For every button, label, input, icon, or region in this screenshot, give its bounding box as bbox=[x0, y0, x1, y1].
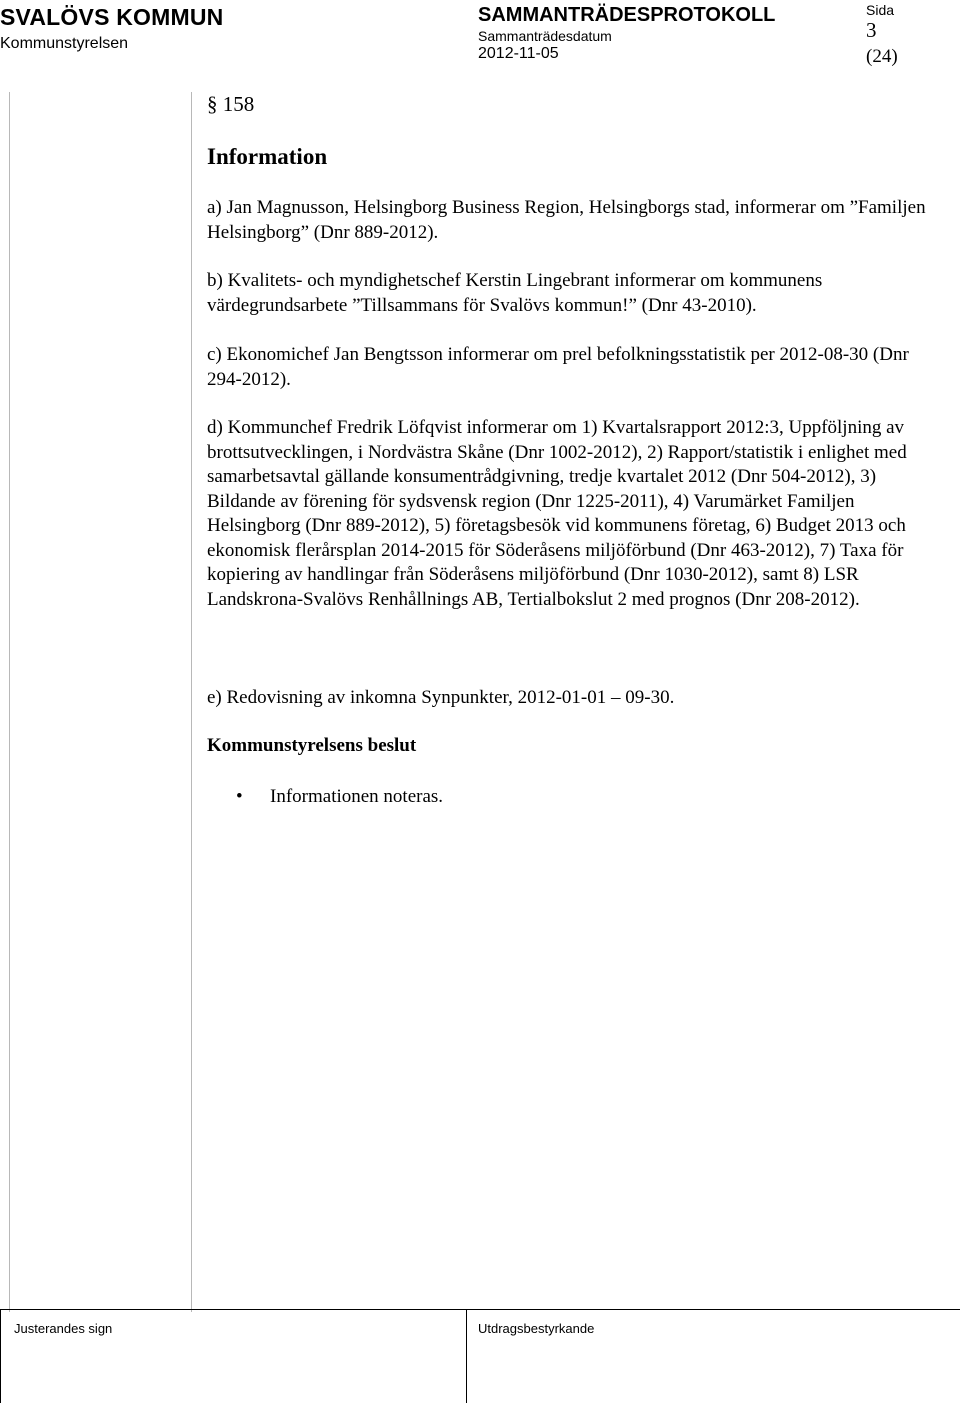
paragraph-b: b) Kvalitets- och myndighetschef Kerstin Lingebrant informerar om kommunens värdegrundsarbete ”Tillsammans för Svalövs kommun!” (Dnr 43-2010). bbox=[207, 270, 823, 316]
certification-label: Utdragsbestyrkande bbox=[478, 1321, 595, 1336]
paragraph-e: e) Redovisning av inkomna Synpunkter, 2012-01-01 – 09-30. bbox=[207, 687, 675, 708]
section-number: § 158 bbox=[207, 92, 255, 116]
margin-rule bbox=[191, 92, 192, 1312]
page-total: (24) bbox=[866, 46, 898, 67]
meeting-date-label: Sammanträdesdatum bbox=[478, 28, 612, 44]
paragraph-d: d) Kommunchef Fredrik Löfqvist informerar om 1) Kvartalsrapport 2012:3, Uppföljning av brottsutvecklingen, i Nordvästra Skåne (Dnr 1002-2012), 2) Rapport/statistik i enlighet med samarbetsavtal gällande konsumentrådgivning, tredje kvartalet 2012 (Dnr 504-2012), 3) Bildande av förening för sydsvensk region (Dnr 1225-2011), 4) Varumärket Familjen Helsingborg (Dnr 889-2012), 5) företagsbesök vid kommunens företag, 6) Budget 2013 och ekonomisk flerårsplan 2014-2015 för Söderåsens miljöförbund (Dnr 463-2012), 7) Taxa för kopiering av handlingar från Söderåsens miljöförbund (Dnr 1030-2012), samt 8) LSR Landskrona-Svalövs Renhållnings AB, Tertialbokslut 2 med prognos (Dnr 208-2012). bbox=[207, 417, 907, 610]
signature-box-border bbox=[0, 1309, 1, 1403]
section-heading: Information bbox=[207, 144, 328, 169]
signature-box-divider bbox=[466, 1309, 467, 1403]
organization-unit: Kommunstyrelsen bbox=[0, 35, 129, 52]
bullet-icon: • bbox=[236, 786, 243, 807]
paragraph-c: c) Ekonomichef Jan Bengtsson informerar om prel befolkningsstatistik per 2012-08-30 (Dnr 294-2012). bbox=[207, 344, 909, 390]
paragraph-a: a) Jan Magnusson, Helsingborg Business Region, Helsingborgs stad, informerar om ”Familjen Helsingborg” (Dnr 889-2012). bbox=[207, 197, 926, 243]
decision-heading: Kommunstyrelsens beslut bbox=[207, 735, 417, 756]
margin-rule bbox=[9, 92, 10, 1312]
signature-label: Justerandes sign bbox=[14, 1321, 113, 1336]
document-title: SAMMANTRÄDESPROTOKOLL bbox=[478, 4, 776, 26]
page-label: Sida bbox=[866, 2, 895, 18]
organization-name: SVALÖVS KOMMUN bbox=[0, 4, 224, 30]
meeting-date-value: 2012-11-05 bbox=[478, 45, 559, 62]
decision-item: Informationen noteras. bbox=[270, 786, 444, 807]
page-number: 3 bbox=[866, 18, 877, 42]
footer-rule bbox=[0, 1309, 960, 1310]
